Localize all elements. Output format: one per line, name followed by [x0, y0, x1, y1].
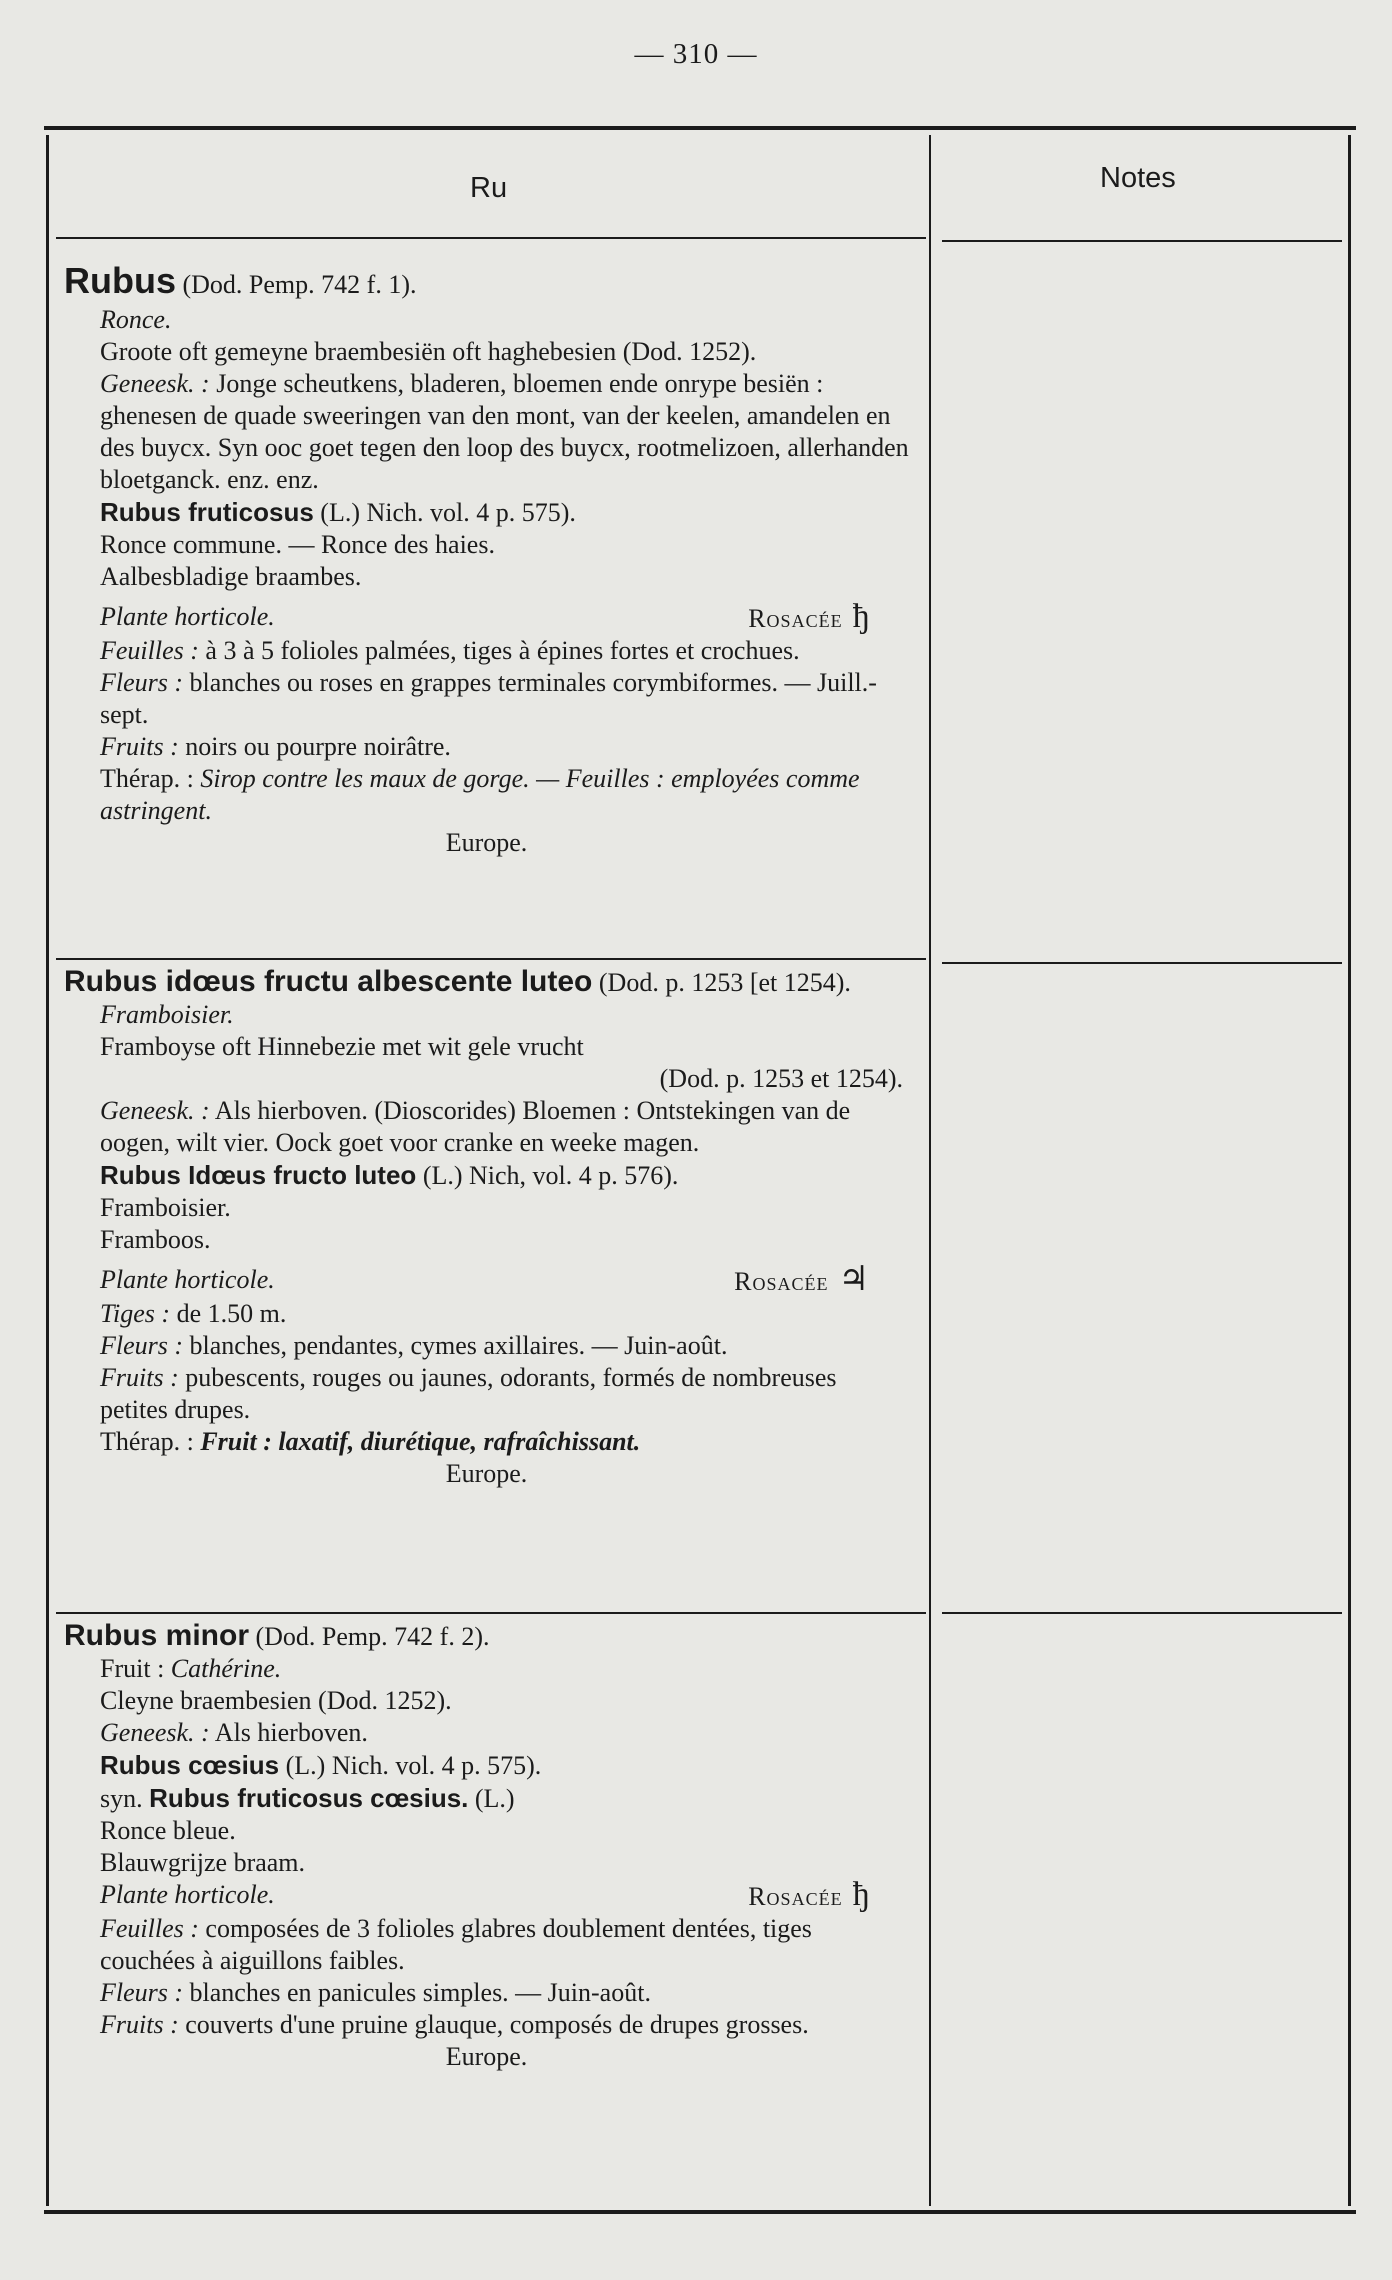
entry-separator-1-left — [56, 958, 926, 960]
dutch-name: Groote oft gemeyne braembesiën oft haghebesien (Dod. 1252). — [100, 337, 757, 366]
french-name: Framboisier. — [100, 1000, 234, 1029]
fleurs-line: Fleurs : blanches, pendantes, cymes axillaires. — Juin-août. — [100, 1331, 728, 1360]
plante-type: Plante horticole. — [100, 1880, 275, 1909]
plante-type: Plante horticole. — [100, 1265, 275, 1294]
dutch-name: Framboyse oft Hinnebezie met wit gele vrucht — [100, 1032, 584, 1061]
entry-reference: (Dod. Pemp. 742 f. 1). — [182, 270, 417, 299]
region: Europe. — [445, 1459, 528, 1488]
dutch-name: Cleyne braembesien (Dod. 1252). — [100, 1686, 452, 1715]
species-line: Rubus Idœus fructo luteo (L.) Nich, vol. 4 p. 576). — [100, 1160, 679, 1190]
dutch-reference: (Dod. p. 1253 et 1254). — [659, 1064, 903, 1093]
region: Europe. — [445, 828, 528, 857]
entry-title: Rubus — [64, 260, 176, 301]
fleurs-line: Fleurs : blanches ou roses en grappes terminales corymbiformes. — Juill.-sept. — [100, 668, 877, 729]
fruits-line: Fruits : noirs ou pourpre noirâtre. — [100, 732, 451, 761]
fruits-line: Fruits : couverts d'une pruine glauque, composés de drupes grosses. — [100, 2010, 809, 2039]
entry-reference: (Dod. Pemp. 742 f. 2). — [255, 1622, 490, 1651]
feuilles-line: Feuilles : à 3 à 5 folioles palmées, tiges à épines fortes et crochues. — [100, 636, 800, 665]
common-names: Ronce commune. — Ronce des haies. — [100, 530, 495, 559]
common-names: Ronce bleue. — [100, 1816, 236, 1845]
page-number: — 310 — — [634, 38, 758, 70]
family-label: Rosacée ђ — [748, 1876, 869, 1913]
species-line: Rubus fruticosus (L.) Nich. vol. 4 p. 575). — [100, 497, 576, 527]
tiges-line: Tiges : de 1.50 m. — [100, 1299, 287, 1328]
plante-row — [64, 1261, 909, 1298]
dutch-common-name: Blauwgrijze braam. — [100, 1848, 306, 1877]
plante-row — [64, 1876, 909, 1913]
family-symbol: ♃ — [838, 1261, 869, 1298]
fruit-line: Fruit : Cathérine. — [100, 1654, 282, 1683]
entry-rubus-minor — [64, 1620, 909, 2073]
fleurs-line: Fleurs : blanches en panicules simples. — Juin-août. — [100, 1978, 651, 2007]
entry-rubus — [64, 258, 909, 859]
region: Europe. — [445, 2042, 528, 2071]
geneesk-paragraph: Geneesk. : Jonge scheutkens, bladeren, bloemen ende onrype besiën : ghenesen de quade sweeringen van den mont, van der keelen, amandelen en des buycx. Syn ooc goet tegen den loop des buycx, rootmelizoen, allerhanden bloetganck. enz. enz. — [100, 369, 909, 494]
french-name: Ronce. — [100, 305, 172, 334]
feuilles-line: Feuilles : composées de 3 folioles glabres doublement dentées, tiges couchées à aiguillons faibles. — [100, 1914, 812, 1975]
column-divider — [929, 135, 931, 2206]
entry-separator-1-right — [942, 962, 1342, 964]
entry-reference: (Dod. p. 1253 [et 1254). — [598, 968, 851, 997]
family-label: Rosacée ђ — [748, 598, 869, 635]
header-rule-right — [942, 240, 1342, 242]
entry-separator-2-left — [56, 1612, 926, 1614]
family-label: Rosacée ♃ — [734, 1261, 869, 1298]
synonym-line: syn. Rubus fruticosus cœsius. (L.) — [100, 1783, 515, 1813]
therap-line: Thérap. : Fruit : laxatif, diurétique, rafraîchissant. — [100, 1427, 641, 1456]
therap-line: Thérap. : Sirop contre les maux de gorge. — Feuilles : employées comme astringent. — [100, 764, 860, 825]
fruits-line: Fruits : pubescents, rouges ou jaunes, odorants, formés de nombreuses petites drupes. — [100, 1363, 837, 1424]
plante-row — [64, 598, 909, 635]
column-header-notes: Notes — [1100, 162, 1176, 194]
dutch-common-name: Framboos. — [100, 1225, 211, 1254]
family-symbol: ђ — [852, 1876, 869, 1913]
common-names: Framboisier. — [100, 1193, 231, 1222]
left-border — [46, 135, 49, 2206]
header-rule-left — [56, 237, 926, 239]
dutch-common-name: Aalbesbladige braambes. — [100, 562, 362, 591]
entry-rubus-idaeus — [64, 966, 909, 1490]
right-border — [1348, 135, 1351, 2206]
entry-title: Rubus minor — [64, 1619, 249, 1652]
species-line: Rubus cœsius (L.) Nich. vol. 4 p. 575). — [100, 1750, 542, 1780]
entry-title: Rubus idœus fructu albescente luteo — [64, 965, 593, 998]
plante-type: Plante horticole. — [100, 602, 275, 631]
column-header-ru: Ru — [470, 172, 508, 204]
entry-separator-2-right — [942, 1612, 1342, 1614]
family-symbol: ђ — [852, 598, 869, 635]
geneesk-paragraph: Geneesk. : Als hierboven. (Dioscorides) Bloemen : Ontstekingen van de oogen, wilt vier. Oock goet voor cranke en weeke magen. — [100, 1096, 851, 1157]
geneesk-paragraph: Geneesk. : Als hierboven. — [100, 1718, 368, 1747]
